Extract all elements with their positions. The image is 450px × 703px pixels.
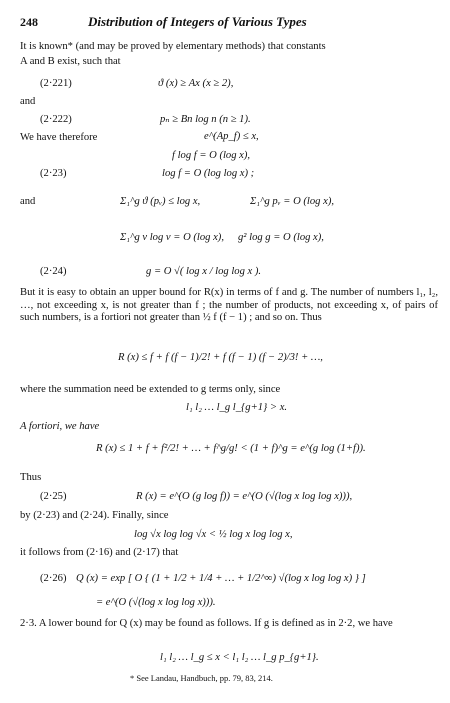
follows-line: it follows from (2·16) and (2·17) that: [20, 547, 179, 558]
where-line: where the summation need be extended to g terms only, since: [20, 384, 281, 395]
footnote: * See Landau, Handbuch, pp. 79, 83, 214.: [130, 673, 273, 683]
eq-226: Q (x) = exp [ O { (1 + 1/2 + 1/4 + … + 1/2^∞) √(log x log log x) } ]: [76, 573, 366, 584]
eq-since: log √x log log √x < ½ log x log log x,: [134, 529, 293, 540]
intro-line-1: It is known* (and may be proved by elementary methods) that constants: [20, 41, 326, 52]
we-have-therefore: We have therefore: [20, 132, 98, 143]
eq-flogf: f log f = O (log x),: [172, 150, 251, 161]
eq-sum-nu: Σ₁^g ν log ν = O (log x),: [120, 232, 224, 243]
eq-223: log f = O (log log x) ;: [162, 168, 255, 179]
eq-2222-label: (2·222): [40, 114, 72, 125]
eq-r-series: R (x) ≤ f + f (f − 1)/2! + f (f − 1) (f − 2)/3! + …,: [118, 352, 323, 363]
a-fortiori-line: A fortiori, we have: [20, 421, 100, 432]
eq-225-label: (2·25): [40, 491, 67, 502]
eq-sum-p: Σ₁^g pᵥ = O (log x),: [250, 196, 334, 207]
eq-226-label: (2·26): [40, 573, 67, 584]
eq-exp: e^(Ap_f) ≤ x,: [204, 131, 259, 142]
by-line: by (2·23) and (2·24). Finally, since: [20, 510, 169, 521]
eq-224: g = O √( log x / log log x ).: [146, 266, 262, 277]
eq-2221-label: (2·221): [40, 78, 72, 89]
thus-line: Thus: [20, 472, 42, 483]
section-2-3-paragraph: 2·3. A lower bound for Q (x) may be found as follows. If g is defined as in 2·2, we have: [20, 618, 393, 629]
eq-sum-theta: Σ₁^g ϑ (pᵥ) ≤ log x,: [120, 196, 201, 207]
intro-line-2: A and B exist, such that: [20, 56, 121, 67]
eq-226-continued: = e^(O (√(log x log log x))).: [96, 597, 216, 608]
paragraph-upper-bound: But it is easy to obtain an upper bound for R(x) in terms of f and g. The number of numbers l₁, l₂, …, not exceeding x, is not greater than f ; the number of products, not exceeding x, of pairs of such numbers, is a fortiori not greater than ½ f (f − 1) ; and so on. Thus: [20, 287, 438, 324]
eq-2222: pₙ ≥ Bn log n (n ≥ 1).: [160, 114, 251, 125]
running-title: Distribution of Integers of Various Types: [88, 14, 307, 29]
and-2: and: [20, 196, 36, 207]
page-number: 248: [20, 15, 38, 29]
eq-223-label: (2·23): [40, 168, 67, 179]
eq-g2: g² log g = O (log x),: [238, 232, 324, 243]
eq-225: R (x) = e^(O (g log f)) = e^(O (√(log x log log x))),: [136, 491, 353, 502]
eq-r-bound: R (x) ≤ 1 + f + f²/2! + … + f^g/g! < (1 + f)^g = e^(g log (1+f)).: [96, 443, 366, 454]
eq-final: l₁ l₂ … l_g ≤ x < l₁ l₂ … l_g p_{g+1}.: [160, 652, 319, 663]
eq-224-label: (2·24): [40, 266, 67, 277]
and-1: and: [20, 96, 36, 107]
eq-2221: ϑ (x) ≥ Ax (x ≥ 2),: [158, 78, 234, 89]
eq-product: l₁ l₂ … l_g l_{g+1} > x.: [186, 402, 288, 413]
